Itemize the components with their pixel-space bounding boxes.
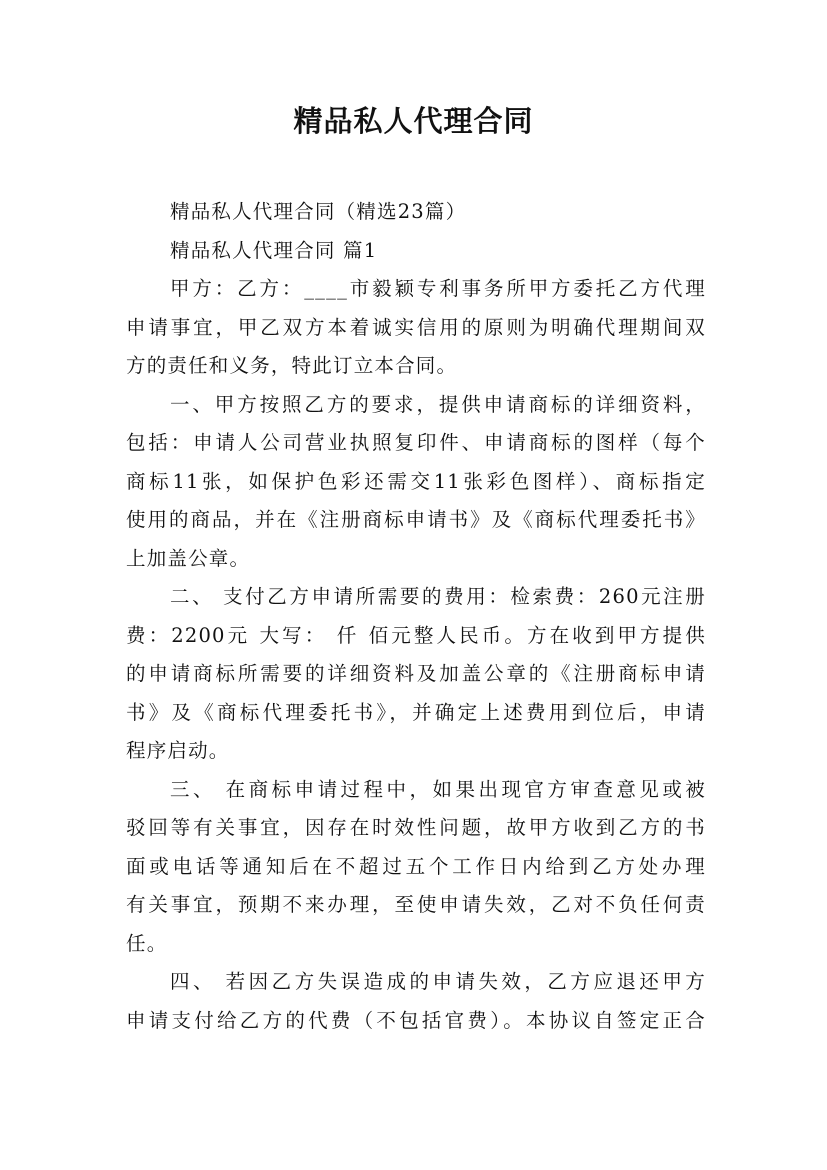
paragraph-line: 甲方：乙方：____市毅颖专利事务所甲方委托乙方代理 — [170, 277, 706, 300]
paragraph-line: 使用的商品，并在《注册商标申请书》及《商标代理委托书》 — [126, 508, 706, 531]
paragraph-line: 二、 支付乙方申请所需要的费用：检索费：260元注册 — [170, 585, 706, 608]
paragraph-line: 的申请商标所需要的详细资料及加盖公章的《注册商标申请 — [126, 662, 706, 685]
subtitle-line: 精品私人代理合同（精选23篇） — [170, 200, 467, 223]
paragraph-line: 驳回等有关事宜，因存在时效性问题，故甲方收到乙方的书 — [126, 816, 706, 839]
paragraph-line: 程序启动。 — [126, 739, 230, 762]
paragraph-line: 有关事宜，预期不来办理，至使申请失效，乙对不负任何责 — [126, 893, 706, 916]
paragraph-line: 三、 在商标申请过程中，如果出现官方审查意见或被 — [170, 777, 706, 801]
section-heading-line: 精品私人代理合同 篇1 — [170, 238, 378, 262]
paragraph-line: 四、 若因乙方失误造成的申请失效，乙方应退还甲方 — [170, 970, 706, 993]
paragraph-line: 面或电话等通知后在不超过五个工作日内给到乙方处办理 — [126, 854, 706, 878]
paragraph-line: 包括：申请人公司营业执照复印件、申请商标的图样（每个 — [126, 431, 706, 454]
paragraph-line: 书》及《商标代理委托书》，并确定上述费用到位后，申请 — [126, 700, 706, 724]
paragraph-line: 方的责任和义务，特此订立本合同。 — [126, 354, 458, 377]
paragraph-line: 上加盖公章。 — [126, 546, 251, 570]
document-body — [126, 193, 706, 1040]
paragraph-line: 商标11张，如保护色彩还需交11张彩色图样）、商标指定 — [126, 469, 706, 493]
paragraph-line: 一、甲方按照乙方的要求，提供申请商标的详细资料， — [170, 392, 706, 416]
paragraph-line: 费：2200元 大写： 仟 佰元整人民币。方在收到甲方提供 — [126, 623, 706, 647]
paragraph-line: 申请事宜，甲乙双方本着诚实信用的原则为明确代理期间双 — [126, 315, 706, 339]
paragraph-line: 任。 — [126, 931, 168, 955]
document-title: 精品私人代理合同 — [293, 104, 534, 138]
paragraph-line: 申请支付给乙方的代费（不包括官费）。本协议自签定正合 — [126, 1008, 706, 1032]
